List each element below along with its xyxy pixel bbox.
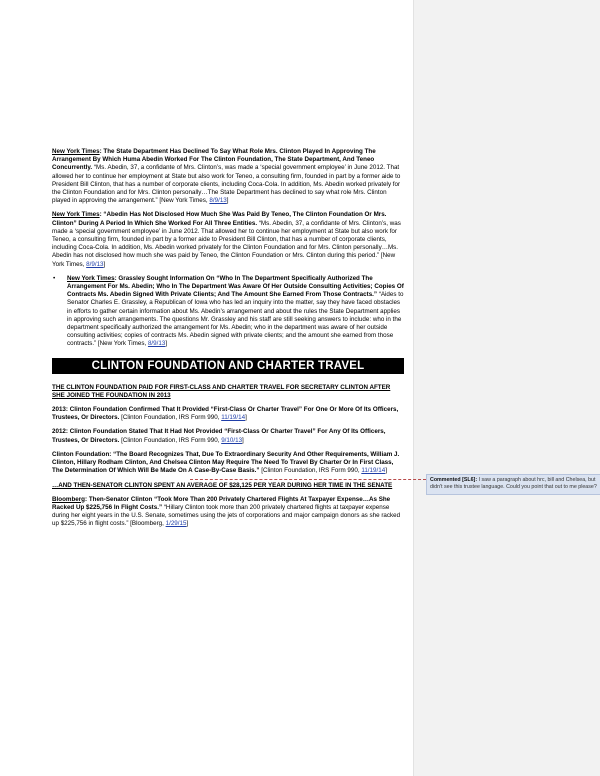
headline: : Then-Senator Clinton “Took More Than 200 Privately Chartered Flights At Taxpayer Expense…As She Racked Up $225,756 In Flight Costs.”: [52, 495, 391, 511]
citation-link[interactable]: 8/9/13: [209, 197, 227, 205]
source-label: New York Times: [52, 148, 100, 155]
paragraph-nyt-pay: New York Times: “Abedin Has Not Disclosed How Much She Was Paid By Teneo, The Clinton Foundation Or Mrs. Clinton” During A Period In Which She Worked For All Three Entities. “Ms. Abedin, 37, a confidante of Mrs. Clinton’s, was made a ‘special government employee’ in June 2012. That allowed her to continue her employment at State but also work for Teneo, a consulting firm, founded in part by a former aide to President Bill Clinton, that has a number of corporate clients, including Coca-Cola. In addition, Ms. Abedin worked privately for the Clinton Foundation and for Mrs. Clinton personally…Ms. Abedin has not disclosed how much she was paid by Teneo, the Clinton Foundation or Mrs. Clinton during this period.” [New York Times, 8/9/13]: [52, 211, 401, 268]
headline: : “Abedin Has Not Disclosed How Much She Was Paid By Teneo, The Clinton Foundation Or Mrs. Clinton” During A Period In Which She Worked For All Three Entities.: [52, 211, 387, 227]
citation-link[interactable]: 1/29/15: [165, 520, 187, 528]
comment-pane: [413, 0, 600, 776]
paragraph-2013: 2013: Clinton Foundation Confirmed That It Provided “First-Class Or Charter Travel” For One Or More Of Its Officers, Trustees, Or Directors. [Clinton Foundation, IRS Form 990, 11/19/14]: [52, 406, 399, 422]
paragraph-board: Clinton Foundation: “The Board Recognizes That, Due To Extraordinary Security And Other Requirements, William J. Clinton, Hillary Rodham Clinton, And Chelsea Clinton May Require The Need To Travel By Charter Or In First Class, The Determination Of Which Will Be Made On A Case-By-Case Basis.” [Clinton Foundation, IRS Form 990, 11/19/14]: [52, 450, 400, 475]
paragraph-body: “Ms. Abedin, 37, a confidante of Mrs. Clinton’s, was made a ‘special government employee’ in June 2012. That allowed her to continue her employment at State but also work for Teneo, a consulting firm, founded in part by a former aide to President Bill Clinton, that has a number of corporate clients, including Coca-Cola. In addition, Ms. Abedin worked privately for the Clinton Foundation and for Mrs. Clinton personally…The State Department has declined to say what role Mrs. Clinton played in approving the arrangement.” [New York Times,: [52, 164, 401, 205]
bullet-item-grassley: [52, 275, 404, 349]
document-body: [52, 148, 404, 535]
source-label: Bloomberg: [52, 495, 85, 503]
citation-link[interactable]: 9/10/13: [221, 436, 243, 444]
headline: Clinton Foundation: “The Board Recognizes That, Due To Extraordinary Security And Other Requirements, William J. Clinton, Hillary Rodham Clinton, And Chelsea Clinton May Require The Need To Travel By Charter Or In First Class, The Determination Of Which Will Be Made On A Case-By-Case Basis.”: [52, 450, 400, 475]
bullet-icon: •: [53, 274, 56, 282]
comment-text: I saw a paragraph about hrc, bill and Chelsea, but didn't see this trustee language. Could you point that out to me please?: [430, 477, 597, 491]
comment-author: Commented [SL6]:: [430, 477, 478, 483]
paragraph-bloomberg: Bloomberg: Then-Senator Clinton “Took More Than 200 Privately Chartered Flights At Taxpayer Expense…As She Racked Up $225,756 In Flight Costs.” “Hillary Clinton took more than 200 privately chartered flights at taxpayer expense during her eight years in the U.S. Senate, sometimes using the jets of corporations and major campaign donors as she racked up $225,756 in flight costs.” [Bloomberg, 1/29/15]: [52, 495, 401, 528]
headline: 2012: Clinton Foundation Stated That It Had Not Provided “First-Class Or Charter Travel” For Any Of Its Officers, Trustees, Or Directors.: [52, 428, 386, 444]
section-header: CLINTON FOUNDATION AND CHARTER TRAVEL: [52, 358, 404, 374]
paragraph-body: [Clinton Foundation, IRS Form 990,: [259, 467, 362, 475]
citation-link[interactable]: 8/9/13: [147, 340, 166, 348]
citation-link[interactable]: 11/19/14: [221, 414, 246, 422]
headline: : Grassley Sought Information On “Who In The Department Specifically Authorized The Arrangement For Ms. Abedin; Who In The Department Was Aware Of Her Outside Consulting Activities; Copies Of Contracts Ms. Abedin Signed With Private Clients; And The Amount She Earned From Those Contracts.”: [67, 274, 404, 299]
source-label: New York Times: [52, 211, 100, 219]
subheading: THE CLINTON FOUNDATION PAID FOR FIRST-CLASS AND CHARTER TRAVEL FOR SECRETARY CLINTON AFTER SHE JOINED THE FOUNDATION IN 2013: [52, 383, 391, 399]
paragraph-nyt-role: New York Times: The State Department Has Declined To Say What Role Mrs. Clinton Played In Approving The Arrangement By Which Huma Abedin Worked For The Clinton Foundation, The State Department, And Teneo Concurrently. “Ms. Abedin, 37, a confidante of Mrs. Clinton’s, was made a ‘special government employee’ in June 2012. That allowed her to continue her employment at State but also work for Teneo, a consulting firm, founded in part by a former aide to President Bill Clinton, that has a number of corporate clients, including Coca-Cola. In addition, Ms. Abedin worked privately for the Clinton Foundation and for Mrs. Clinton personally…The State Department has declined to say what role Mrs. Clinton played in approving the arrangement.” [New York Times, 8/9/13]: [52, 148, 401, 205]
headline: 2013: Clinton Foundation Confirmed That It Provided “First-Class Or Charter Travel” For One Or More Of Its Officers, Trustees, Or Directors.: [52, 406, 399, 422]
paragraph-2012: 2012: Clinton Foundation Stated That It Had Not Provided “First-Class Or Charter Travel” For Any Of Its Officers, Trustees, Or Directors. [Clinton Foundation, IRS Form 990, 9/10/13]: [52, 428, 386, 444]
paragraph-body: [Clinton Foundation, IRS Form 990,: [119, 414, 222, 422]
citation-link[interactable]: 11/19/14: [361, 467, 386, 475]
source-label: New York Times: [67, 274, 115, 282]
paragraph-body: “Ms. Abedin, 37, a confidante of Mrs. Clinton’s, was made a ‘special government employee’ in June 2012. That allowed her to continue her employment at State but also work for Teneo, a consulting firm, founded in part by a former aide to President Bill Clinton, that has a number of corporate clients, including Coca-Cola. In addition, Ms. Abedin worked privately for the Clinton Foundation and for Mrs. Clinton personally…Ms. Abedin has not disclosed how much she was paid by Teneo, the Clinton Foundation or Mrs. Clinton during this period.” [New York Times,: [52, 219, 401, 268]
headline: : The State Department Has Declined To Say What Role Mrs. Clinton Played In Approving The Arrangement By Which Huma Abedin Worked For The Clinton Foundation, The State Department, And Teneo Concurrently.: [52, 148, 376, 172]
review-comment[interactable]: [426, 474, 600, 495]
bullet-text: New York Times: Grassley Sought Information On “Who In The Department Specifically Authorized The Arrangement For Ms. Abedin; Who In The Department Was Aware Of Her Outside Consulting Activities; Copies Of Contracts Ms. Abedin Signed With Private Clients; And The Amount She Earned From Those Contracts.” “Aides to Senator Charles E. Grassley, a Republican of Iowa who has led an inquiry into the matter, say they have faced obstacles in efforts to gather certain information about Ms. Abedin’s arrangement and about the rules the State Department applies in approving such arrangements. The questions Mr. Grassley and his staff are still seeking answers to include: who in the department specifically authorized the arrangement for Ms. Abedin; who in the department was aware of her outside consulting activities; copies of contracts Ms. Abedin signed with private clients; and the amount she earned from those contracts.” [New York Times, 8/9/13]: [67, 274, 404, 348]
paragraph-body: [Clinton Foundation, IRS Form 990,: [119, 436, 222, 444]
subheading: …AND THEN-SENATOR CLINTON SPENT AN AVERAGE OF $28,125 PER YEAR DURING HER TIME IN THE SENATE: [52, 481, 393, 489]
paragraph-body: “Hillary Clinton took more than 200 privately chartered flights at taxpayer expense during her eight years in the U.S. Senate, sometimes using the jets of corporations and major campaign donors as she racked up $225,756 in flight costs.” [Bloomberg,: [52, 503, 401, 528]
citation-link[interactable]: 8/9/13: [86, 260, 104, 268]
paragraph-body: “Aides to Senator Charles E. Grassley, a Republican of Iowa who has led an inquiry into the matter, say they have faced obstacles in efforts to gather certain information about Ms. Abedin’s arrangement and about the rules the State Department applies in approving such arrangements. The questions Mr. Grassley and his staff are still seeking answers to include: who in the department specifically authorized the arrangement for Ms. Abedin; who in the department was aware of her outside consulting activities; copies of contracts Ms. Abedin signed with private clients; and the amount she earned from those contracts.” [New York Times,: [67, 291, 404, 348]
